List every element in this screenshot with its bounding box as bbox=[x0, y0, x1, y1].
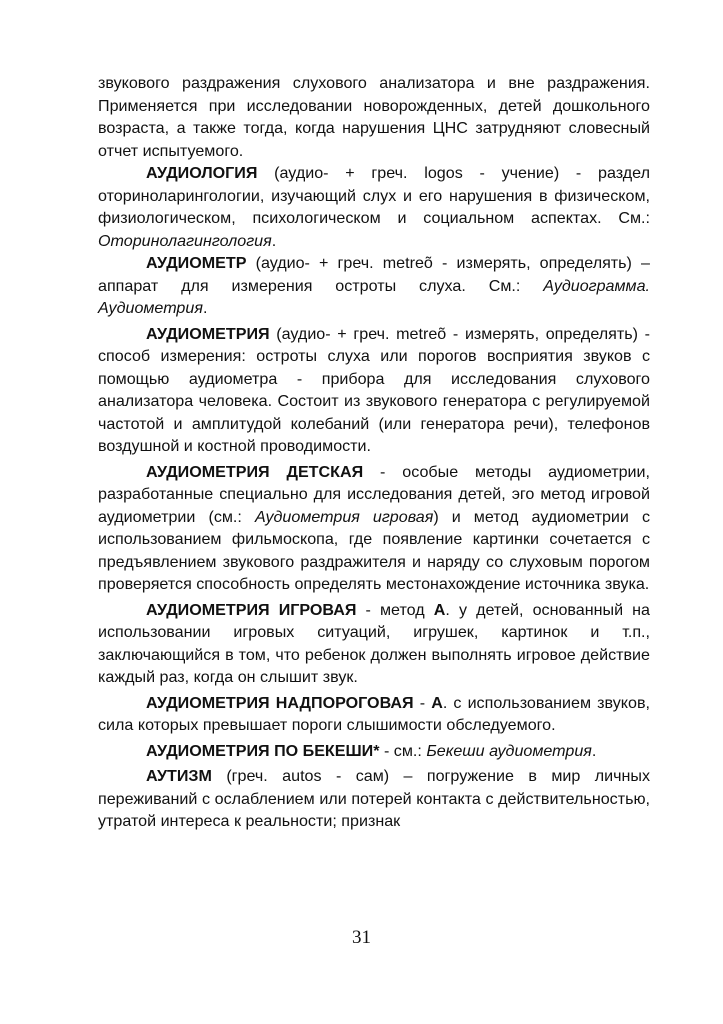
entry-term: АУДИОЛОГИЯ bbox=[146, 164, 258, 182]
entry-autizm bbox=[98, 765, 650, 833]
entry-reference: Аудиограмма. Аудиометрия bbox=[98, 276, 650, 317]
entry-text: (аудио- + греч. metreõ - измерять, определять) – аппарат для измерения остроты слуха. См.: bbox=[98, 254, 650, 295]
entry-term: АУДИОМЕТРИЯ ДЕТСКАЯ bbox=[146, 462, 364, 481]
entry-text: - bbox=[413, 693, 432, 712]
entry-tail: ) и метод аудиометрии с использованием фильмоскопа, где появление картинки сочетается с предъявлением звукового раздражителя и наряду со слуховым порогом проверяется способность определять местонахождение источника звука. bbox=[98, 507, 650, 593]
page-body bbox=[98, 72, 650, 833]
entry-text: (греч. autos - сам) – погружение в мир личных переживаний с ослаблением или потерей контакта с действительностью, утратой интереса к реальности; признак bbox=[98, 767, 650, 830]
entry-tail: . с использованием звуков, сила которых превышает пороги слышимости обследуемого. bbox=[98, 693, 650, 734]
paragraph-text: звукового раздражения слухового анализатора и вне раздражения. Применяется при исследовании новорожденных, детей дошкольного возраста, а также тогда, когда нарушения ЦНС затрудняют словесный отчет испытуемого. bbox=[98, 74, 650, 160]
entry-tail: . bbox=[591, 741, 597, 760]
entry-audiometriya-detskaya bbox=[98, 461, 650, 596]
entry-term: АУДИОМЕТР bbox=[146, 254, 247, 272]
entry-text: - метод bbox=[356, 600, 434, 619]
page-number: 31 bbox=[352, 927, 371, 948]
entry-audiometriya-nadporogovaya bbox=[98, 692, 650, 737]
entry-term: АУДИОМЕТРИЯ bbox=[146, 324, 270, 343]
entry-reference: Оторинолагингология bbox=[98, 231, 272, 250]
entry-text: - см.: bbox=[379, 741, 427, 760]
entry-tail: . bbox=[202, 299, 208, 317]
entry-audiometriya bbox=[98, 323, 650, 458]
entry-term: АУТИЗМ bbox=[146, 767, 212, 785]
entry-term: АУДИОМЕТРИЯ ПО БЕКЕШИ* bbox=[146, 741, 380, 760]
entry-audiometriya-igrovaya bbox=[98, 599, 650, 689]
entry-term: АУДИОМЕТРИЯ ИГРОВАЯ bbox=[146, 600, 357, 619]
entry-tail: . bbox=[271, 231, 277, 250]
entry-term: АУДИОМЕТРИЯ НАДПОРОГОВАЯ bbox=[146, 693, 414, 712]
entry-audiologiya bbox=[98, 162, 650, 252]
entry-audiometr bbox=[98, 252, 650, 320]
entry-text: (аудио- + греч. metreõ - измерять, определять) - способ измерения: остроты слуха или порогов восприятия звуков с помощью аудиометра - прибора для исследования слухового анализатора человека. Состоит из звукового генератора с регулируемой частотой и амплитудой колебаний (или генератора речи), телефонов воздушной и костной проводимости. bbox=[98, 324, 650, 455]
entry-reference: Аудиометрия игровая bbox=[254, 507, 434, 526]
entry-tail: . у детей, основанный на использовании игровых ситуаций, игрушек, картинок и т.п., заключающийся в том, что ребенок должен выполнять игровое действие каждый раз, когда он слышит звук. bbox=[98, 600, 651, 686]
entry-text: - особые методы аудиометрии, разработанные специально для исследования детей, эго метод игровой аудиометрии (см.: bbox=[98, 462, 651, 526]
paragraph-continuation bbox=[98, 72, 650, 162]
entry-audiometriya-po-bekeshi bbox=[98, 740, 650, 763]
entry-text: (аудио- + греч. logos - учение) - раздел оториноларингологии, изучающий слух и его нарушения в физическом, физиологическом, психологическом и социальном аспектах. См.: bbox=[98, 164, 650, 227]
entry-abbreviation: А bbox=[433, 600, 446, 619]
entry-reference: Бекеши аудиометрия bbox=[426, 741, 592, 760]
entry-abbreviation: А bbox=[431, 693, 443, 712]
